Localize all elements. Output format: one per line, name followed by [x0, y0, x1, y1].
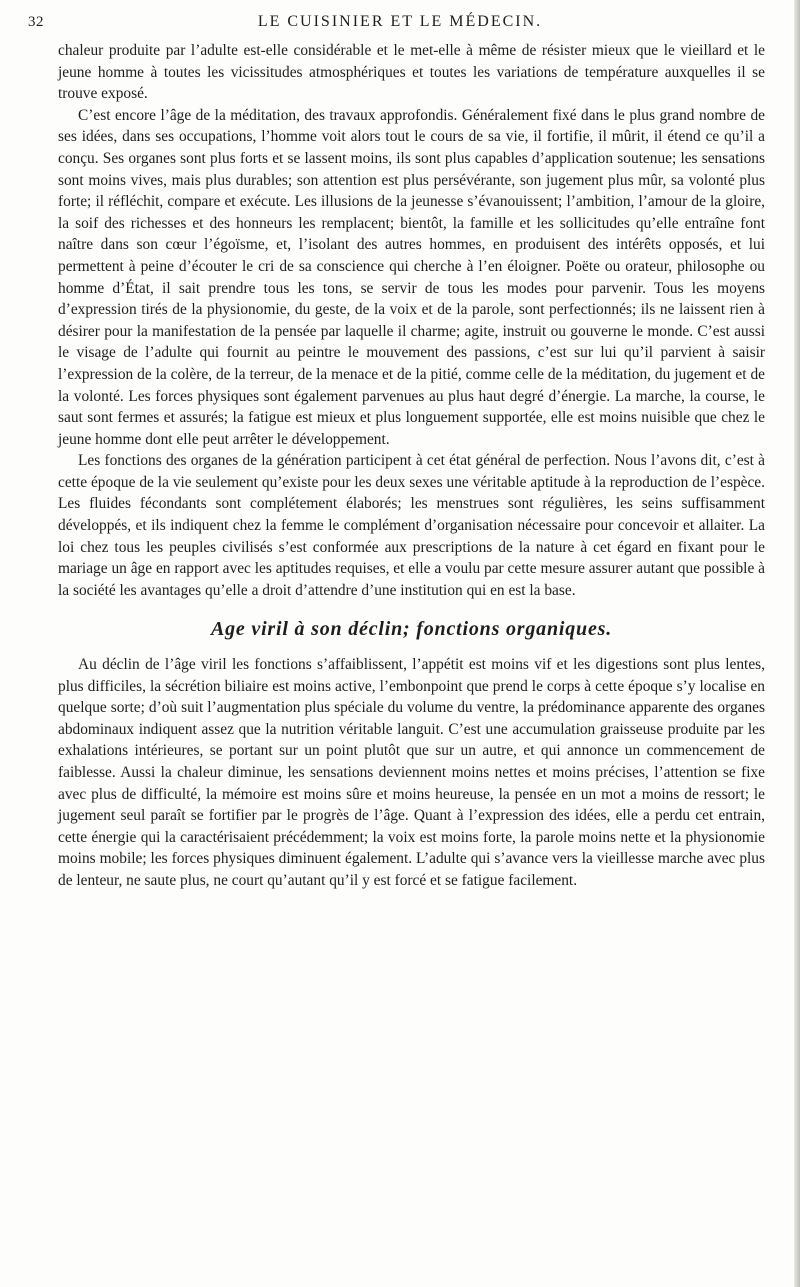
- page-header: [24, 8, 776, 36]
- paragraph-generation-functions: Les fonctions des organes de la génération participent à cet état général de perfection. Nous l’avons dit, c’est à cette époque de la vie seulement qu’existe pour les deux sexes une véritable aptitude à la reproduction de l’espèce. Les fluides fécondants sont complétement élaborés; les menstrues sont régulières, les seins suffisamment développés, et ils indiquent chez la femme le complément d’organisation nécessaire pour concevoir et allaiter. La loi chez tous les peuples civilisés s’est conformée aux prescriptions de la nature à cet égard en fixant pour le mariage un âge en rapport avec les aptitudes requises, et elle a voulu par cette mesure assurer autant que possible à la société les avantages qu’elle a droit d’attendre d’une institution qui en est la base.: [58, 452, 765, 599]
- paragraph-declining-age: Au déclin de l’âge viril les fonctions s’affaiblissent, l’appétit est moins vif et les digestions sont plus lentes, plus difficiles, la sécrétion biliaire est moins active, l’embonpoint que prend le corps à cette époque s’y localise en quelque sorte; d’où suit l’augmentation plus spéciale du volume du ventre, la prédominance apparente des organes abdominaux indiquent assez que la nutrition véritable languit. C’est une accumulation graisseuse produite par les exhalations intérieures, se portant sur un point plutôt que sur un autre, et qui annonce un commencement de faiblesse. Aussi la chaleur diminue, les sensations deviennent moins nettes et moins précises, l’attention se fixe avec plus de difficulté, la mémoire est moins sûre et moins heureuse, la pensée en un mot a moins de ressort; le jugement seul paraît se fortifier par le progrès de l’âge. Quant à l’expression des idées, elle a perdu cet entrain, cette énergie qui la caractérisaient précédemment; la voix est moins forte, la parole moins nette et la physionomie moins mobile; les forces physiques diminuent également. L’adulte qui s’avance vers la vieillesse marche avec plus de lenteur, ne saute plus, ne court qu’autant qu’il y est forcé et se fatigue facilement.: [58, 656, 765, 889]
- paragraph-age-meditation: C’est encore l’âge de la méditation, des travaux approfondis. Généralement fixé dans le plus grand nombre de ses idées, dans ses occupations, l’homme voit alors tout le cours de sa vie, il fortifie, il mûrit, il étend ce qu’il a conçu. Ses organes sont plus forts et se lassent moins, ils sont plus capables d’application soutenue; les sensations sont moins vives, mais plus durables; son attention est plus persévérante, son jugement plus mûr, sa volonté plus forte; il réfléchit, compare et exécute. Les illusions de la jeunesse s’évanouissent; l’ambition, l’amour de la gloire, la soif des richesses et des honneurs les remplacent; bientôt, la famille et les sollicitudes qu’elle entraîne font naître dans son cœur l’égoïsme, et, l’isolant des autres hommes, en produisent des intérêts opposés, et lui permettent à peine d’écouter le cri de sa conscience qui cherche à l’en éloigner. Poëte ou orateur, philosophe ou homme d’État, il sait prendre tous les tons, se servir de tous les modes pour parvenir. Tous les moyens d’expression tirés de la physionomie, du geste, de la voix et de la parole, sont perfectionnés; ils ne laissent rien à désirer pour la manifestation de la pensée par laquelle il charme; agite, instruit ou gouverne le monde. C’est aussi le visage de l’adulte qui fournit au peintre le mouvement des passions, c’est sur lui qu’il parvient à saisir l’expression de la colère, de la terreur, de la menace et de la pitié, comme celle de la méditation, du jugement et de la volonté. Les forces physiques sont également parvenues au plus haut degré d’énergie. La marche, la course, le saut sont fermes et assurés; la fatigue est mieux et plus longuement supportée, elle est moins nuisible que chez le jeune homme dont elle peut arrêter le développement.: [58, 106, 765, 448]
- page-number: 32: [28, 14, 44, 30]
- running-title: LE CUISINIER ET LE MÉDECIN.: [257, 13, 543, 30]
- page-edge-shadow: [794, 0, 800, 1287]
- section-heading: Age viril à son déclin; fonctions organiques.: [210, 618, 613, 641]
- paragraph-continuation: chaleur produite par l’adulte est-elle considérable et le met-elle à même de résister mieux que le vieillard et le jeune homme à toutes les vicissitudes atmosphériques et toutes les variations de température auxquelles il se trouve exposé.: [58, 42, 765, 103]
- body-text: [58, 40, 765, 892]
